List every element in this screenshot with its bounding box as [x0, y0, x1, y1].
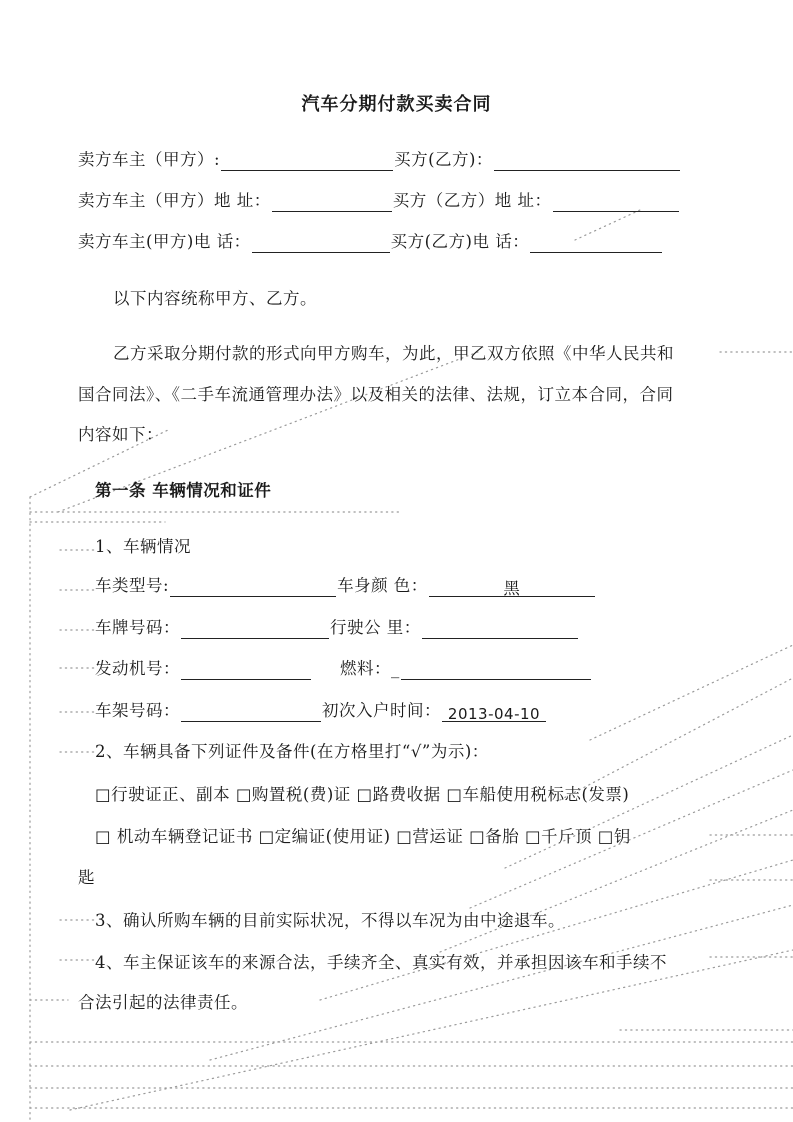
party-row-1	[78, 149, 681, 171]
buyer-phone-label: 买方(乙方)电 话：	[390, 232, 530, 251]
item-3: 3、确认所购车辆的目前实际状况，不得以车况为由中途退车。	[95, 911, 565, 930]
vin-label: 车架号码：	[95, 701, 180, 720]
item-2-heading: 2、车辆具备下列证件及备件(在方格里打“√”为示)：	[95, 742, 489, 761]
intro-paragraph-2-line-2: 国合同法》、《二手车流通管理办法》以及相关的法律、法规，订立本合同，合同	[78, 385, 674, 404]
fuel-field[interactable]	[401, 661, 591, 680]
vehicle-row-4	[95, 700, 547, 722]
seller-name-label: 卖方车主（甲方）:	[78, 150, 221, 169]
buyer-name-label: 买方(乙方)：	[394, 150, 493, 169]
seller-address-field[interactable]	[272, 193, 392, 212]
buyer-phone-field[interactable]	[530, 234, 662, 253]
documents-line-3: 匙	[78, 868, 95, 887]
body-color-field[interactable]	[429, 578, 595, 597]
buyer-name-field[interactable]	[494, 152, 680, 171]
seller-phone-field[interactable]	[252, 234, 390, 253]
seller-phone-label: 卖方车主(甲方)电 话：	[78, 232, 251, 251]
engine-label: 发动机号：	[95, 659, 180, 678]
seller-name-field[interactable]	[221, 152, 393, 171]
mileage-field[interactable]	[422, 620, 578, 639]
body-color-label: 车身颜 色：	[337, 576, 428, 595]
intro-paragraph-2-line-3: 内容如下：	[78, 425, 163, 444]
vehicle-type-label: 车类型号:	[95, 576, 170, 595]
article-1-heading: 第一条 车辆情况和证件	[95, 481, 272, 500]
seller-address-label: 卖方车主（甲方）地 址：	[78, 191, 271, 210]
plate-label: 车牌号码：	[95, 618, 180, 637]
documents-line-2: □ 机动车辆登记证书 □定编证(使用证) □营运证 □备胎 □千斤顶 □钥	[95, 827, 631, 846]
vehicle-row-3	[95, 658, 592, 680]
item-4-line-1: 4、车主保证该车的来源合法，手续齐全、真实有效，并承担因该车和手续不	[95, 953, 667, 972]
documents-line-1: □行驶证正、副本 □购置税(费)证 □路费收据 □车船使用税标志(发票)	[95, 785, 630, 804]
first-registration-field[interactable]	[442, 703, 546, 722]
vehicle-type-field[interactable]	[170, 578, 336, 597]
party-row-3	[78, 231, 663, 253]
first-registration-value: 2013-04-10	[447, 705, 541, 723]
plate-field[interactable]	[181, 620, 329, 639]
party-row-2	[78, 190, 680, 212]
vehicle-row-1	[95, 575, 596, 597]
body-color-value: 黑	[503, 579, 521, 598]
first-registration-label: 初次入户时间：	[322, 701, 441, 720]
buyer-address-label: 买方（乙方）地 址：	[392, 191, 552, 210]
engine-field[interactable]	[181, 661, 311, 680]
vehicle-row-2	[95, 617, 579, 639]
fuel-label: 燃料：	[340, 659, 391, 678]
buyer-address-field[interactable]	[553, 193, 679, 212]
vin-field[interactable]	[181, 703, 321, 722]
document-title: 汽车分期付款买卖合同	[301, 94, 492, 115]
item-1-heading: 1、车辆情况	[95, 537, 191, 556]
fuel-prefix: _	[391, 659, 400, 678]
item-4-line-2: 合法引起的法律责任。	[78, 993, 248, 1012]
mileage-label: 行驶公 里：	[330, 618, 421, 637]
intro-paragraph-1: 以下内容统称甲方、乙方。	[113, 289, 317, 308]
intro-paragraph-2-line-1: 乙方采取分期付款的形式向甲方购车，为此，甲乙双方依照《中华人民共和	[113, 344, 674, 363]
